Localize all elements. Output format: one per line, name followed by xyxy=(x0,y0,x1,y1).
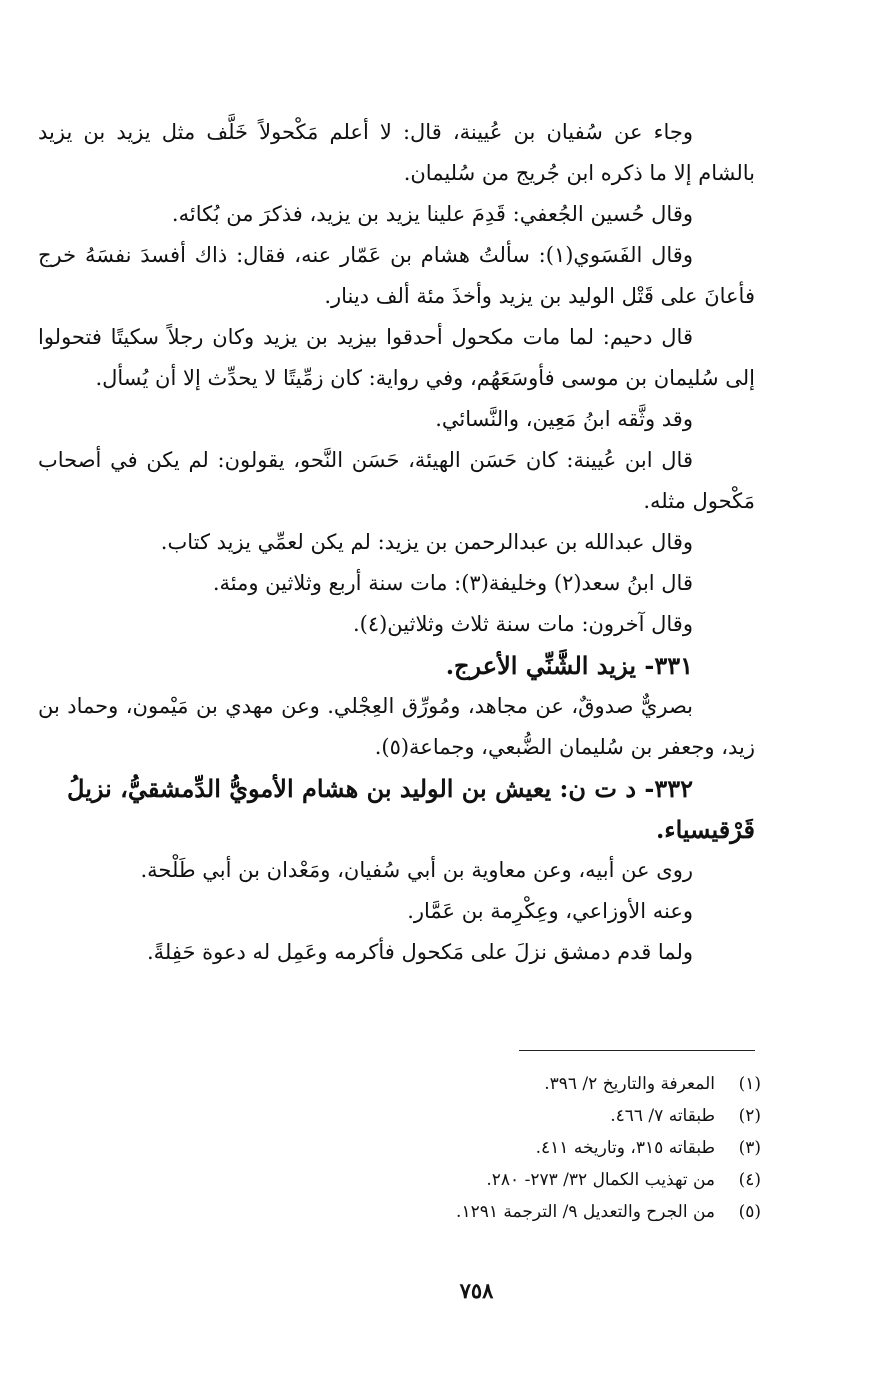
paragraph: وقال حُسين الجُعفي: قَدِمَ علينا يزيد بن يزيد، فذكرَ من بُكائه. xyxy=(171,202,693,226)
footnote-text: طبقاته ٣١٥، وتاريخه ٤١١. xyxy=(535,1138,715,1158)
footnote-text: من الجرح والتعديل ٩/ الترجمة ١٢٩١. xyxy=(456,1202,715,1222)
page-body xyxy=(38,112,755,973)
main-text xyxy=(38,112,755,973)
footnotes xyxy=(161,1068,761,1228)
paragraph: ولما قدم دمشق نزلَ على مَكحول فأكرمه وعَمِل له دعوة حَفِلةً. xyxy=(146,940,693,964)
footnote-number: (٤) xyxy=(738,1170,761,1190)
paragraph: قال دحيم: لما مات مكحول أحدقوا بيزيد بن يزيد وكان رجلاً سكيتًا فتحولوا إلى سُليمان بن موسى فأوسَعَهُم، وفي رواية: كان زمِّيتًا لا يحدِّث إلا أن يُسأل. xyxy=(38,325,755,390)
entry-heading: ٣٣٢- د ت ن: يعيش بن الوليد بن هشام الأمويُّ الدِّمشقيُّ، نزيلُ قَرْقيسياء. xyxy=(67,774,755,844)
entry-heading: ٣٣١- يزيد الشَّنِّي الأعرج. xyxy=(445,651,693,680)
footnote-text: من تهذيب الكمال ٣٢/ ٢٧٣- ٢٨٠. xyxy=(486,1170,715,1190)
paragraph: وقال الفَسَوي(١): سألتُ هشام بن عَمّار عنه، فقال: ذاك أفسدَ نفسَهُ خرج فأعانَ على قَتْل الوليد بن يزيد وأخذَ مئة ألف دينار. xyxy=(38,243,755,308)
paragraph: روى عن أبيه، وعن معاوية بن أبي سُفيان، ومَعْدان بن أبي طَلْحة. xyxy=(140,858,693,882)
footnote-number: (٢) xyxy=(738,1106,761,1126)
footnote-item xyxy=(161,1068,761,1100)
paragraph: قال ابنُ سعد(٢) وخليفة(٣): مات سنة أربع وثلاثين ومئة. xyxy=(212,571,693,595)
paragraph: وقال عبدالله بن عبدالرحمن بن يزيد: لم يكن لعمِّي يزيد كتاب. xyxy=(160,530,693,554)
paragraph: وعنه الأوزاعي، وعِكْرِمة بن عَمَّار. xyxy=(407,899,693,923)
footnote-number: (١) xyxy=(738,1074,761,1094)
paragraph: وقد وثَّقه ابنُ مَعِين، والنَّسائي. xyxy=(435,407,693,431)
footnote-number: (٣) xyxy=(738,1138,761,1158)
footnote-item xyxy=(161,1100,761,1132)
paragraph: وقال آخرون: مات سنة ثلاث وثلاثين(٤). xyxy=(352,612,693,636)
footnote-item xyxy=(161,1196,761,1228)
paragraph: وجاء عن سُفيان بن عُيينة، قال: لا أعلم مَكْحولاً خَلَّف مثل يزيد بن يزيد بالشام إلا ما ذكره ابن جُريج من سُليمان. xyxy=(38,120,755,185)
footnote-number: (٥) xyxy=(738,1202,761,1222)
footnote-text: المعرفة والتاريخ ٢/ ٣٩٦. xyxy=(544,1074,715,1094)
footnote-text: طبقاته ٧/ ٤٦٦. xyxy=(610,1106,715,1126)
page-number: ٧٥٨ xyxy=(459,1278,494,1303)
footnote-item xyxy=(161,1132,761,1164)
paragraph: بصريٌّ صدوقٌ، عن مجاهد، ومُورِّق العِجْلي. وعن مهدي بن مَيْمون، وحماد بن زيد، وجعفر بن سُليمان الضُّبعي، وجماعة(٥). xyxy=(38,694,755,759)
footnote-item xyxy=(161,1164,761,1196)
footnote-divider xyxy=(519,1050,755,1051)
paragraph: قال ابن عُيينة: كان حَسَن الهيئة، حَسَن النَّحو، يقولون: لم يكن في أصحاب مَكْحول مثله. xyxy=(38,448,755,513)
